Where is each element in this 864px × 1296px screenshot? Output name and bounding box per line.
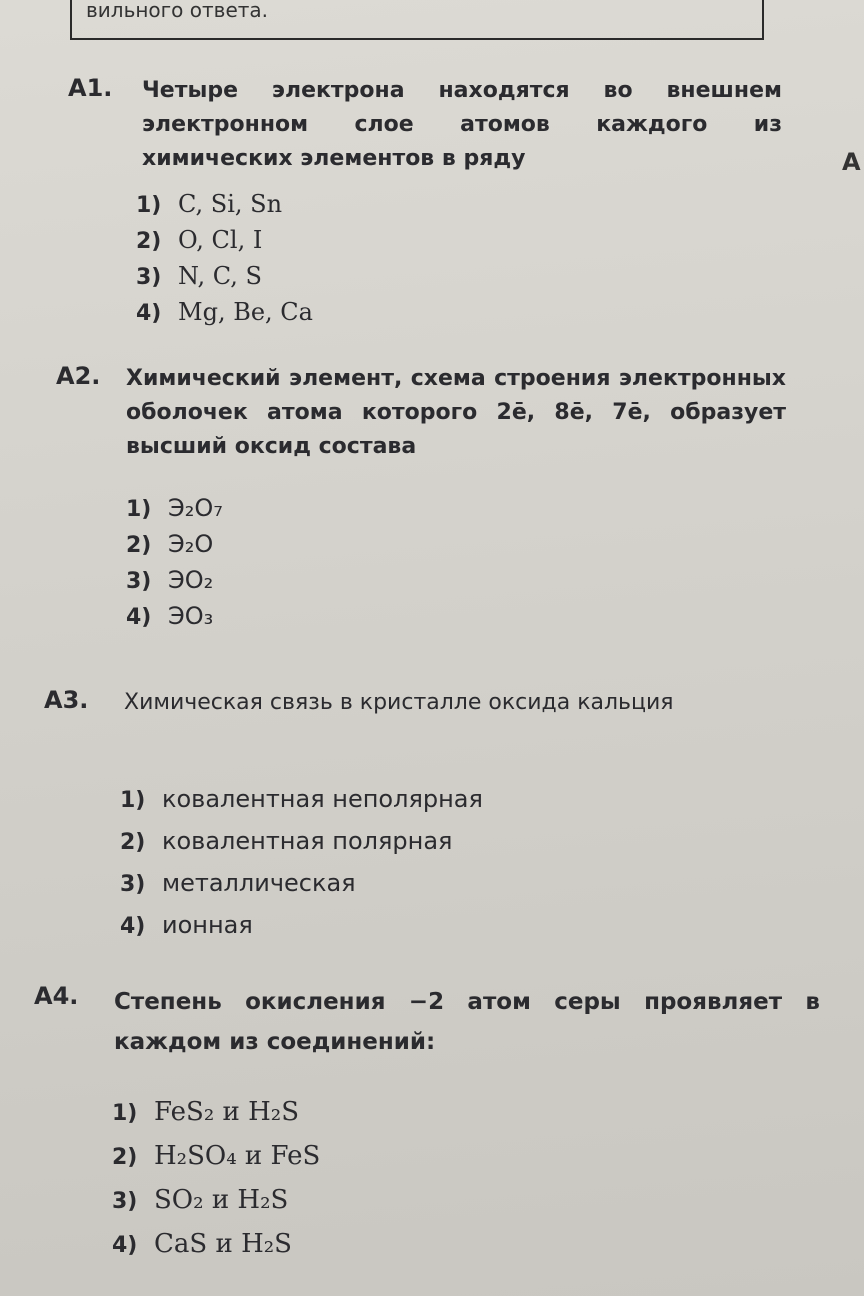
question-text: Химический элемент, схема строения электронных оболочек атома которого 2ē, 8ē, 7ē, образует высший оксид состава bbox=[126, 366, 786, 459]
option-2[interactable] bbox=[112, 1134, 320, 1178]
option-text: ковалентная полярная bbox=[162, 827, 453, 855]
option-number: 4) bbox=[126, 605, 152, 630]
option-4[interactable] bbox=[126, 598, 223, 634]
option-text: ЭO₂ bbox=[168, 566, 214, 594]
option-1[interactable] bbox=[112, 1090, 320, 1134]
option-number: 4) bbox=[112, 1233, 138, 1258]
option-number: 1) bbox=[126, 497, 152, 522]
question-number: А1. bbox=[68, 74, 113, 102]
option-3[interactable] bbox=[112, 1178, 320, 1222]
option-number: 2) bbox=[136, 229, 162, 254]
option-number: 1) bbox=[136, 193, 162, 218]
margin-question-label: А bbox=[842, 148, 861, 176]
options-a3 bbox=[120, 778, 483, 946]
question-text: Четыре электрона находятся во внешнем электронном слое атомов каждого из химических элементов в ряду bbox=[142, 78, 782, 171]
options-a4 bbox=[112, 1090, 320, 1266]
question-number: А2. bbox=[56, 362, 101, 390]
option-4[interactable] bbox=[120, 904, 483, 946]
option-2[interactable] bbox=[126, 526, 223, 562]
option-text: O, Cl, I bbox=[178, 226, 263, 254]
option-text: ионная bbox=[162, 911, 253, 939]
option-text: ковалентная неполярная bbox=[162, 785, 483, 813]
question-text: Степень окисления −2 атом серы проявляет в каждом из соединений: bbox=[114, 989, 820, 1055]
option-2[interactable] bbox=[136, 222, 313, 258]
option-1[interactable] bbox=[126, 490, 223, 526]
question-text: Химическая связь в кристалле оксида кальция bbox=[124, 690, 674, 715]
option-number: 3) bbox=[136, 265, 162, 290]
question-number: А4. bbox=[34, 982, 79, 1010]
option-text: SO₂ и H₂S bbox=[154, 1185, 289, 1215]
option-3[interactable] bbox=[120, 862, 483, 904]
option-number: 3) bbox=[126, 569, 152, 594]
option-1[interactable] bbox=[136, 186, 313, 222]
option-text: C, Si, Sn bbox=[178, 190, 283, 218]
option-number: 1) bbox=[112, 1101, 138, 1126]
option-number: 2) bbox=[126, 533, 152, 558]
option-number: 3) bbox=[112, 1189, 138, 1214]
option-2[interactable] bbox=[120, 820, 483, 862]
option-number: 1) bbox=[120, 788, 146, 813]
option-text: Э₂O₇ bbox=[168, 494, 223, 522]
option-text: H₂SO₄ и FeS bbox=[154, 1141, 321, 1171]
option-1[interactable] bbox=[120, 778, 483, 820]
option-number: 3) bbox=[120, 872, 146, 897]
option-text: Э₂O bbox=[168, 530, 214, 558]
option-number: 4) bbox=[136, 301, 162, 326]
option-text: ЭO₃ bbox=[168, 602, 214, 630]
options-a2 bbox=[126, 490, 223, 634]
previous-instruction-box bbox=[70, 0, 764, 40]
option-number: 2) bbox=[112, 1145, 138, 1170]
option-4[interactable] bbox=[112, 1222, 320, 1266]
option-3[interactable] bbox=[136, 258, 313, 294]
option-number: 4) bbox=[120, 914, 146, 939]
option-text: N, C, S bbox=[178, 262, 262, 290]
option-number: 2) bbox=[120, 830, 146, 855]
option-text: CaS и H₂S bbox=[154, 1229, 292, 1259]
option-4[interactable] bbox=[136, 294, 313, 330]
option-text: FeS₂ и H₂S bbox=[154, 1097, 300, 1127]
previous-instruction-text: вильного ответа. bbox=[86, 0, 269, 22]
option-3[interactable] bbox=[126, 562, 223, 598]
question-number: А3. bbox=[44, 686, 89, 714]
option-text: Mg, Be, Ca bbox=[178, 298, 313, 326]
options-a1 bbox=[136, 186, 313, 330]
option-text: металлическая bbox=[162, 869, 356, 897]
